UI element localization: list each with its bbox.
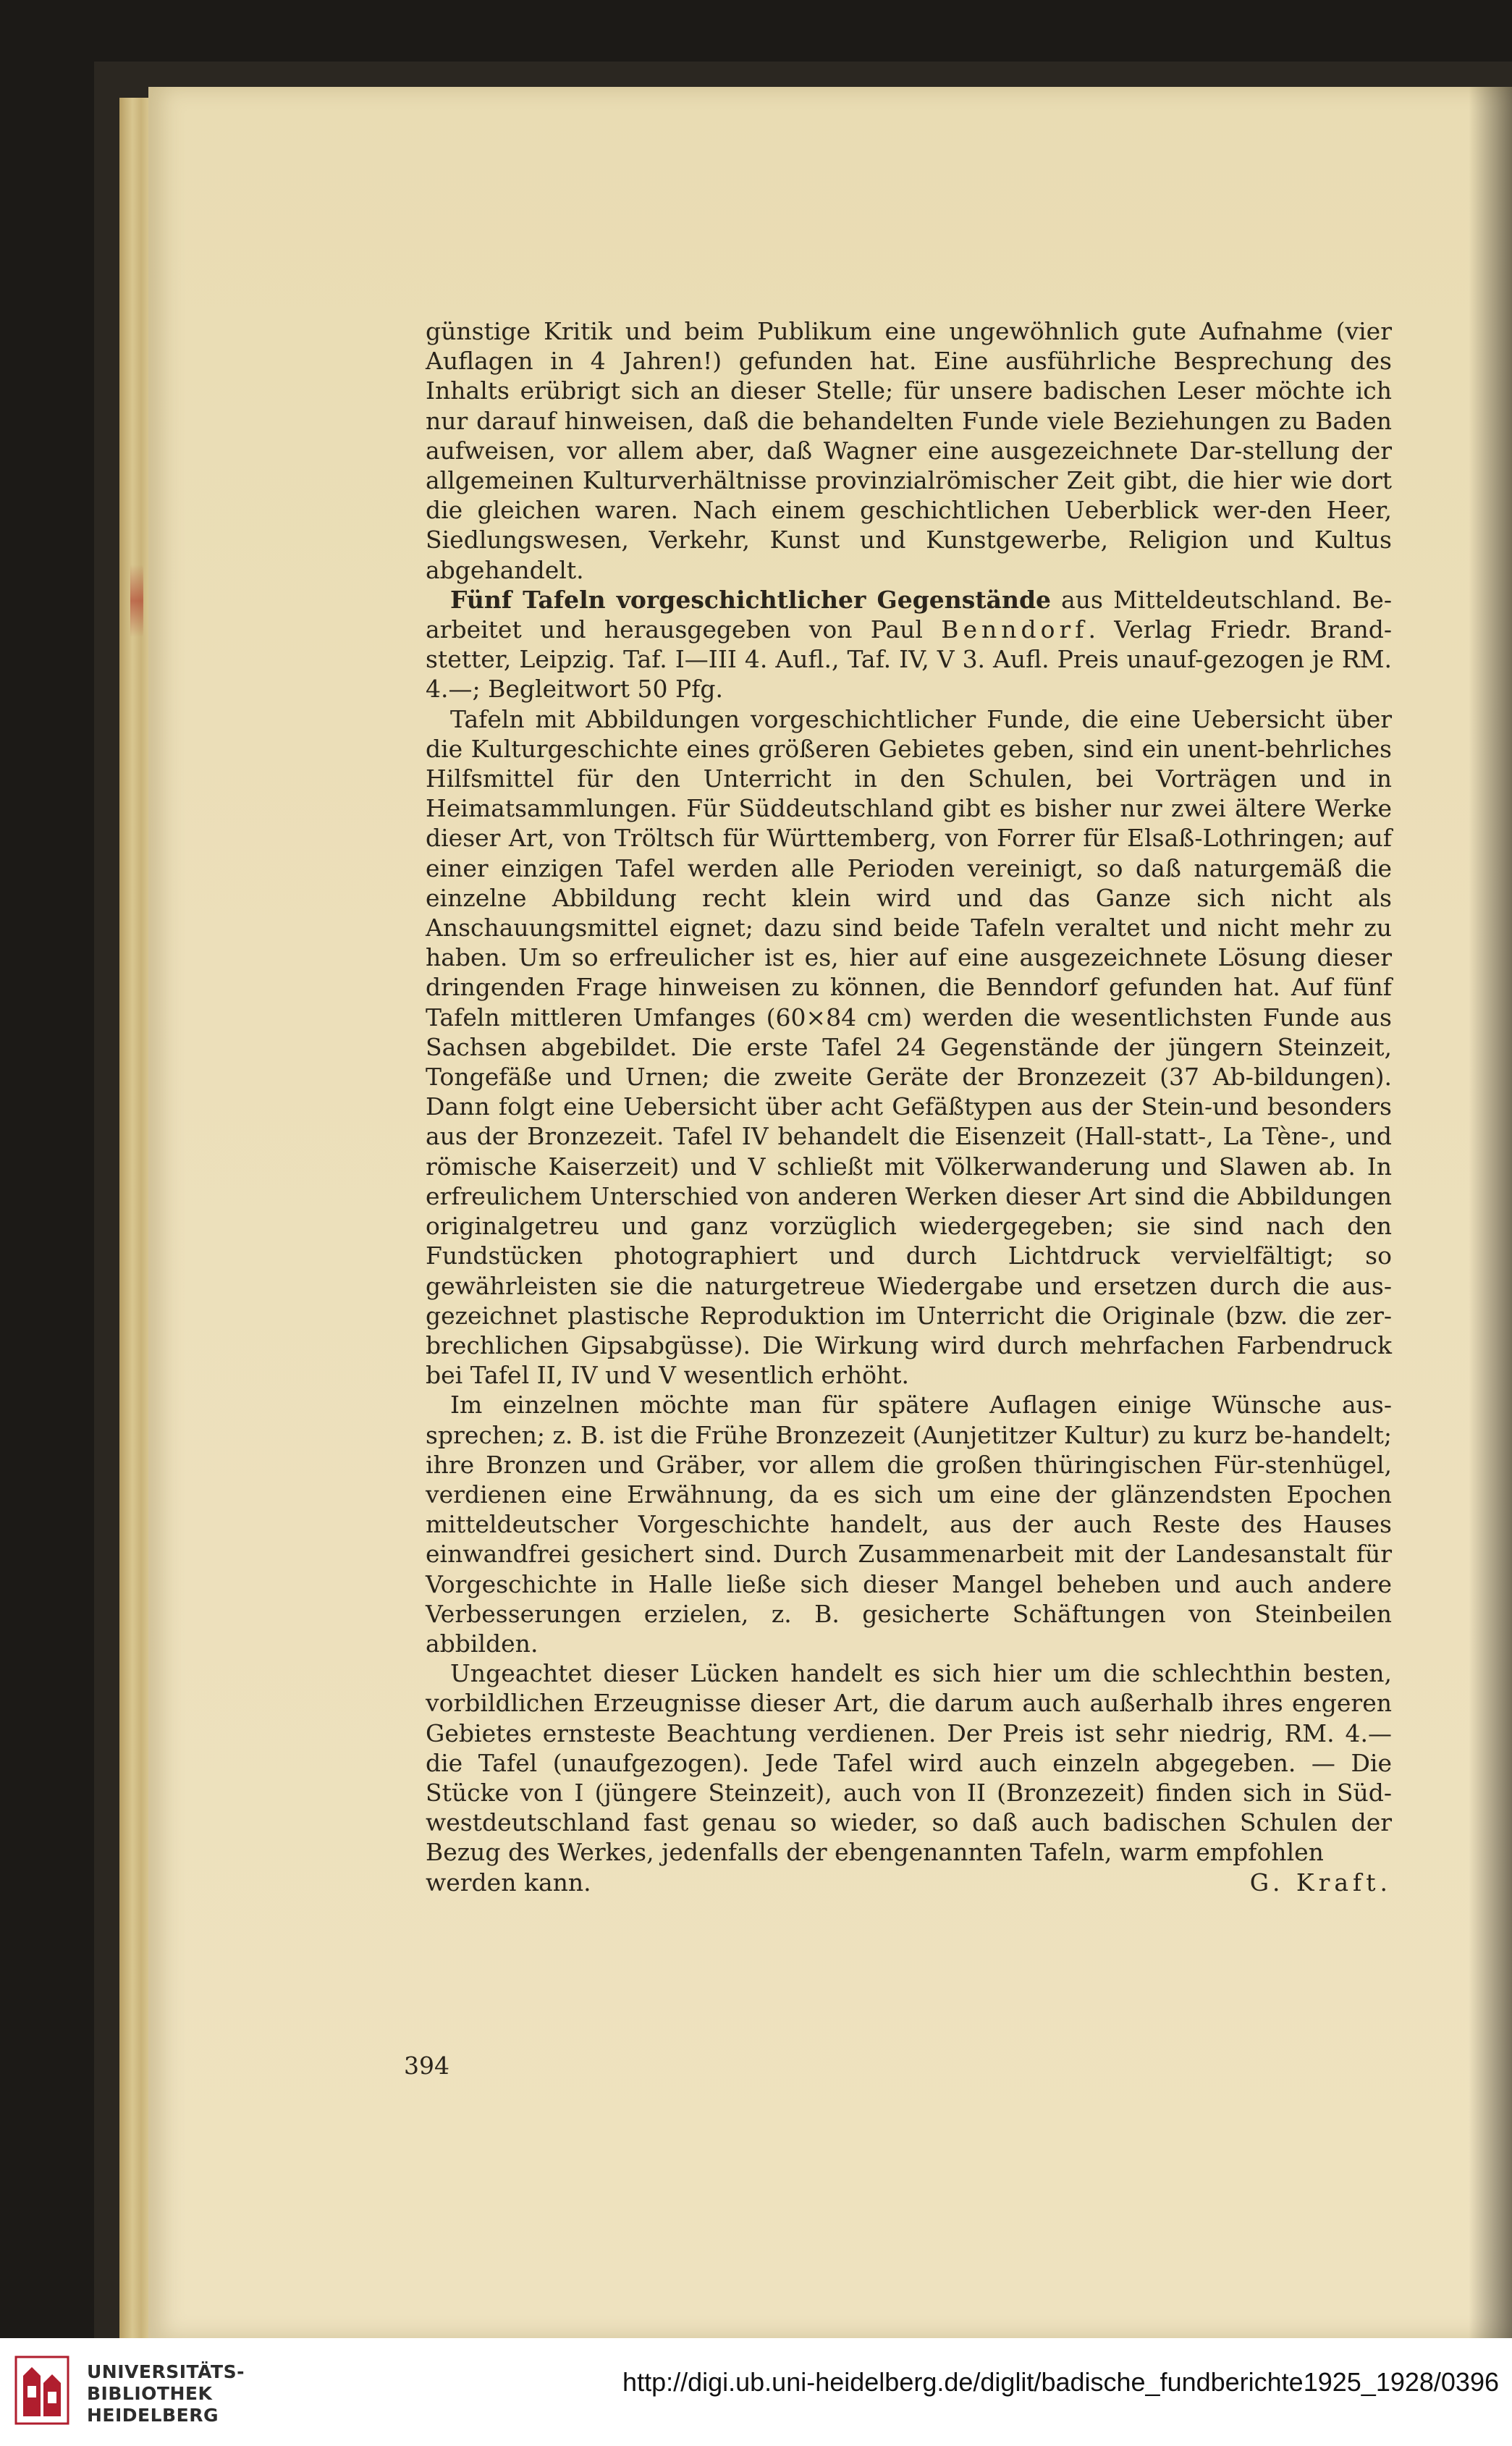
library-name-line: UNIVERSITÄTS- <box>87 2361 245 2382</box>
paragraph-wuensche: Im einzelnen möchte man für spätere Auflagen einige Wünsche aus-sprechen; z. B. ist die Frühe Bronzezeit (Aunjetitzer Kultur) zu kurz be-handelt; ihre Bronzen und Gräber, vor allem die großen thüringischen Für-stenhügel, verdienen eine Erwähnung, da es sich um eine der glänzendsten Epochen mitteldeutscher Vorgeschichte handelt, aus der auch Reste des Hauses einwandfrei gesichert sind. Durch Zusammenarbeit mit der Landesanstalt für Vorgeschichte in Halle ließe sich dieser Mangel beheben und auch andere Verbesserungen erzielen, z. B. gesicherte Schäftungen von Steinbeilen abbilden. <box>426 1391 1392 1658</box>
page-gutter-shadow <box>1469 87 1512 2338</box>
closing-line <box>426 1868 1392 1897</box>
closing-text: werden kann. <box>426 1868 591 1897</box>
review-title: Fünf Tafeln vorgeschichtlicher Gegenstände <box>450 585 1052 614</box>
source-url-link[interactable]: http://digi.ub.uni-heidelberg.de/diglit/badische_fundberichte1925_1928/0396 <box>622 2367 1499 2397</box>
review-heading-paragraph <box>426 585 1392 704</box>
paragraph-tafeln: Tafeln mit Abbildungen vorgeschichtlicher Funde, die eine Uebersicht über die Kulturgeschichte eines größeren Gebietes geben, sind ein unent-behrliches Hilfsmittel für den Unterricht in den Schulen, bei Vorträgen und in Heimatsammlungen. Für Süddeutschland gibt es bisher nur zwei ältere Werke dieser Art, von Tröltsch für Württemberg, von Forrer für Elsaß-Lothringen; auf einer einzigen Tafel werden alle Perioden vereinigt, so daß naturgemäß die einzelne Abbildung recht klein wird und das Ganze sich nicht als Anschauungsmittel eignet; dazu sind beide Tafeln veraltet und nicht mehr zu haben. Um so erfreulicher ist es, hier auf eine ausgezeichnete Lösung dieser dringenden Frage hinweisen zu können, die Benndorf gefunden hat. Auf fünf Tafeln mittleren Umfanges (60×84 cm) werden die wesentlichsten Funde aus Sachsen abgebildet. Die erste Tafel 24 Gegenstände der jüngern Steinzeit, Tongefäße und Urnen; die zweite Geräte der Bronzezeit (37 Ab-bildungen). Dann folgt eine Uebersicht über acht Gefäßtypen aus der Stein-und besonders aus der Bronzezeit. Tafel IV behandelt die Eisenzeit (Hall-statt-, La Tène-, und römische Kaiserzeit) und V schließt mit Völkerwanderung und Slawen ab. In erfreulichem Unterschied von anderen Werken dieser Art sind die Abbildungen originalgetreu und ganz vorzüglich wiedergegeben; sie sind nach den Fundstücken photographiert und durch Lichtdruck vervielfältigt; so gewährleisten sie die naturgetreue Wiedergabe und ersetzen durch die aus-gezeichnet plastische Reproduktion im Unterricht die Originale (bzw. die zer-brechlichen Gipsabgüsse). Die Wirkung wird durch mehrfachen Farbendruck bei Tafel II, IV und V wesentlich erhöht. <box>426 704 1392 1390</box>
page-number: 394 <box>404 2051 449 2080</box>
red-bookmark-mark <box>130 565 143 637</box>
paragraph-wagner-review: günstige Kritik und beim Publikum eine ungewöhnlich gute Aufnahme (vier Auflagen in 4 Jahren!) gefunden hat. Eine ausführliche Besprechung des Inhalts erübrigt sich an dieser Stelle; für unsere badischen Leser möchte ich nur darauf hinweisen, daß die behandelten Funde viele Beziehungen zu Baden aufweisen, vor allem aber, daß Wagner eine ausgezeichnete Dar-stellung der allgemeinen Kulturverhältnisse provinzialrömischer Zeit gibt, die hier wie dort die gleichen waren. Nach einem geschichtlichen Ueberblick wer-den Heer, Siedlungswesen, Verkehr, Kunst und Kunstgewerbe, Religion und Kultus abgehandelt. <box>426 317 1392 584</box>
library-name-line: HEIDELBERG <box>87 2405 219 2426</box>
review-author: Benndorf <box>941 615 1089 644</box>
footer-bar <box>0 2338 1512 2446</box>
author-signature: G. Kraft. <box>1249 1868 1392 1897</box>
library-name-line: BIBLIOTHEK <box>87 2383 213 2404</box>
library-name <box>87 2361 245 2426</box>
page-text-block <box>426 316 1392 1897</box>
review-title-rest-b: . Verlag Friedr. Brand-stetter, Leipzig. Taf. I—III 4. Aufl., Taf. IV, V 3. Aufl. Preis unauf-gezogen je RM. 4.—; Begleitwort 50 Pfg. <box>426 615 1392 704</box>
heidelberg-library-logo-icon <box>13 2354 71 2426</box>
paragraph-ungeachtet: Ungeachtet dieser Lücken handelt es sich hier um die schlechthin besten, vorbildlichen Erzeugnisse dieser Art, die darum auch außerhalb ihres engeren Gebietes ernsteste Beachtung verdienen. Der Preis ist sehr niedrig, RM. 4.— die Tafel (unaufgezogen). Jede Tafel wird auch einzeln abgegeben. — Die Stücke von I (jüngere Steinzeit), auch von II (Bronzezeit) finden sich in Süd-westdeutschland fast genau so wieder, so daß auch badischen Schulen der Bezug des Werkes, jedenfalls der ebengenannten Tafeln, warm empfohlen <box>426 1659 1392 1867</box>
review-title-rest-a: aus Mitteldeutschland. Be-arbeitet und herausgegeben von Paul <box>426 585 1392 644</box>
